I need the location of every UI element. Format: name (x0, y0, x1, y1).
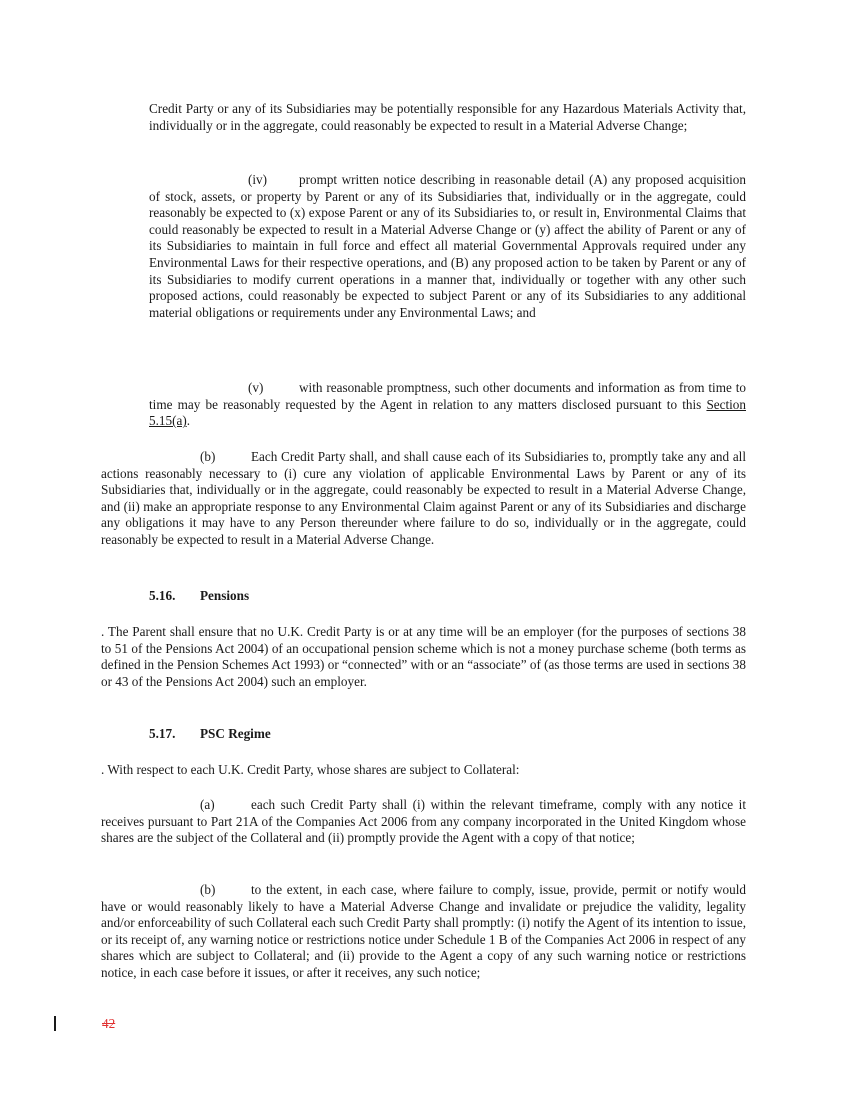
clause-text-psc-b: to the extent, in each case, where failure to comply, issue, provide, permit or notify would have or would reasonably likely to have a Material Adverse Change and invalidate or prejudice the validity, legality and/or enforceability of such Collateral each such Credit Party shall promptly: (i) notify the Agent of its intention to issue, or its receipt of, any warning notice or restrictions notice under Schedule 1 B of the Companies Act 2006 in respect of any shares which are subject to Collateral; and (ii) provide to the Agent a copy of any such warning notice or restrictions notice, in each case before it issues, or after it receives, any such notice; (101, 882, 746, 980)
clause-text-b: Each Credit Party shall, and shall cause each of its Subsidiaries to, promptly take any and all actions reasonably necessary to (i) cure any violation of applicable Environmental Laws by Parent or any of its Subsidiaries that, individually or in the aggregate, could reasonably be expected to result in a Material Adverse Change, and (ii) make an appropriate response to any Environmental Claim against Parent or any of its Subsidiaries and discharge any obligations it may have to any Person thereunder where failure to do so, individually or in the aggregate, could reasonably be expected to result in a Material Adverse Change. (101, 449, 746, 547)
clause-text-iv: prompt written notice describing in reasonable detail (A) any proposed acquisition of stock, assets, or property by Parent or any of its Subsidiaries that, individually or in the aggregate, could reasonably be expected to (x) expose Parent or any of its Subsidiaries to, or result in, Environmental Claims that could reasonably be expected to result in a Material Adverse Change or (y) affect the ability of Parent or any of its Subsidiaries to maintain in full force and effect all material Governmental Approvals required under any Environmental Laws for their respective operations, and (B) any proposed action to be taken by Parent or any of its Subsidiaries to modify current operations in a manner that, individually or together with any other such proposed actions, could reasonably be expected to subject Parent or any of its Subsidiaries to any additional material obligations or requirements under any Environmental Laws; and (149, 172, 746, 320)
clause-text-a: each such Credit Party shall (i) within the relevant timeframe, comply with any notice it receives pursuant to Part 21A of the Companies Act 2006 from any company incorporated in the United Kingdom whose shares are the subject of the Collateral and (ii) promptly provide the Agent with a copy of that notice; (101, 797, 746, 846)
change-bar (54, 1016, 56, 1031)
clause-label-iv: (iv) (248, 172, 268, 187)
clause-text-v-end: . (186, 413, 191, 429)
clause-label-b: (b) (200, 449, 216, 464)
section-heading-5-16 (149, 588, 249, 604)
paragraph-psc-a (101, 797, 746, 847)
section-heading-5-17 (149, 726, 271, 742)
section-number-5-16: 5.16. (149, 588, 176, 603)
paragraph-psc-intro: . With respect to each U.K. Credit Party, whose shares are subject to Collateral: (101, 762, 520, 777)
paragraph-b (101, 449, 746, 549)
clause-text-v: with reasonable promptness, such other documents and information as from time to time may be reasonably requested by the Agent in relation to any matters disclosed pursuant to this (149, 380, 746, 412)
section-number-5-17: 5.17. (149, 726, 176, 741)
clause-label-v: (v) (248, 380, 264, 395)
section-title-5-17: PSC Regime (200, 726, 271, 741)
paragraph-hazardous-materials: Credit Party or any of its Subsidiaries may be potentially responsible for any Hazardous Materials Activity that, individually or in the aggregate, could reasonably be expected to result in a Material Adverse Change; (149, 101, 746, 133)
paragraph-iv (149, 172, 746, 321)
clause-label-a: (a) (200, 797, 215, 812)
page-number: 42 (102, 1016, 116, 1031)
section-title-5-16: Pensions (200, 588, 250, 603)
section-reference-link[interactable]: Section 5.15(a) (149, 396, 746, 429)
paragraph-v (149, 380, 746, 430)
paragraph-psc-b (101, 882, 746, 982)
clause-label-psc-b: (b) (200, 882, 216, 897)
paragraph-pensions: . The Parent shall ensure that no U.K. Credit Party is or at any time will be an employer (for the purposes of sections 38 to 51 of the Pensions Act 2004) of an occupational pension scheme which is not a money purchase scheme (both terms as defined in the Pension Schemes Act 1993) or “connected” with or an “associate” of (as those terms are used in sections 38 or 43 of the Pensions Act 2004) such an employer. (101, 624, 746, 689)
